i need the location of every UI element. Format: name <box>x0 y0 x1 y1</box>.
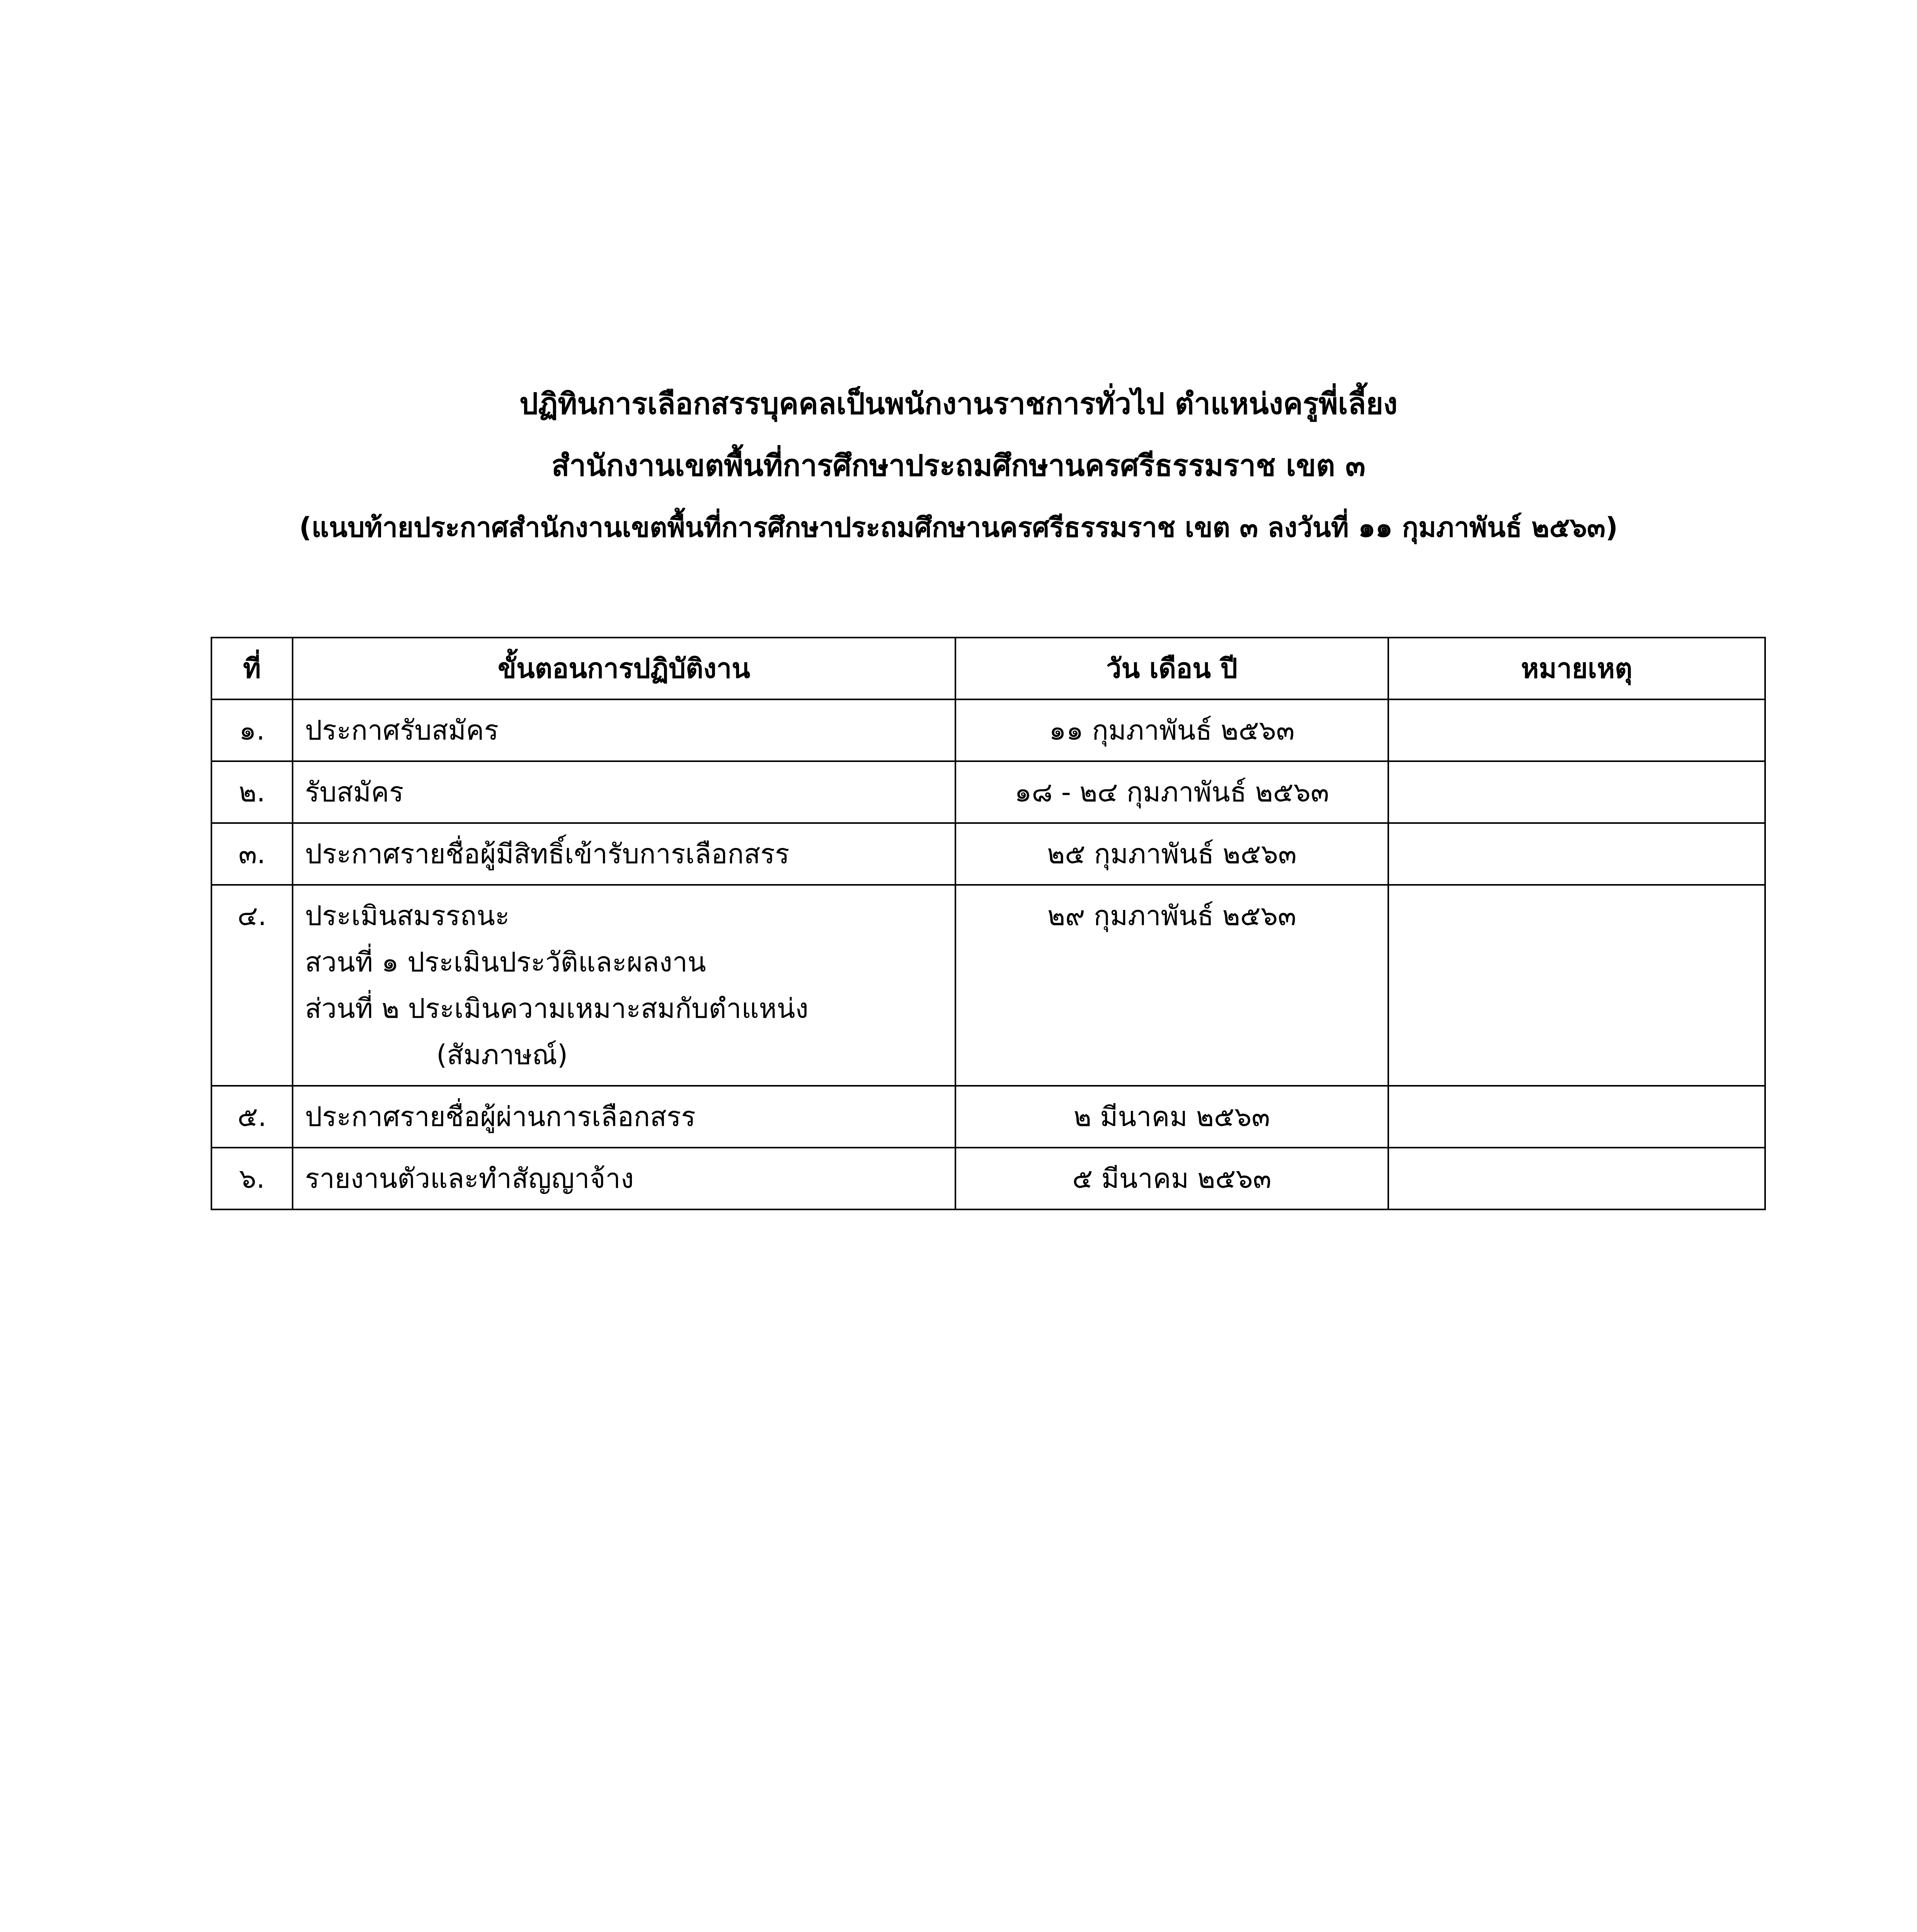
row-note <box>1388 761 1765 823</box>
row-date: ๒๙ กุมภาพันธ์ ๒๕๖๓ <box>955 885 1388 1086</box>
step-subtext: ส่วนที่ ๒ ประเมินความเหมาะสมกับตำแหน่ง <box>305 993 809 1024</box>
step-text: ประกาศรายชื่อผู้มีสิทธิ์เข้ารับการเลือกสรร <box>305 838 790 870</box>
row-date: ๒ มีนาคม ๒๕๖๓ <box>955 1086 1388 1148</box>
row-step <box>293 885 955 1086</box>
table-header-row <box>211 638 1765 699</box>
table-row <box>211 1148 1765 1209</box>
row-step <box>293 823 955 885</box>
office-name: สำนักงานเขตพื้นที่การศึกษาประถมศึกษานครศรีธรรมราช เขต ๓ <box>552 448 1365 483</box>
row-number: ๔. <box>211 885 293 1086</box>
step-text: ประเมินสมรรถนะ <box>305 900 510 932</box>
reference-line: (แนบท้ายประกาศสำนักงานเขตพื้นที่การศึกษาประถมศึกษานครศรีธรรมราช เขต ๓ ลงวันที่ ๑๑ กุมภาพันธ์ ๒๕๖๓) <box>299 512 1618 543</box>
row-number: ๓. <box>211 823 293 885</box>
row-step <box>293 1086 955 1148</box>
table-row <box>211 1086 1765 1148</box>
row-note <box>1388 1086 1765 1148</box>
table-row <box>211 823 1765 885</box>
row-note <box>1388 885 1765 1086</box>
row-number: ๒. <box>211 761 293 823</box>
step-text: รายงานตัวและทำสัญญาจ้าง <box>305 1163 634 1194</box>
header-date: วัน เดือน ปี <box>955 638 1388 699</box>
table-row <box>211 699 1765 761</box>
row-date: ๑๑ กุมภาพันธ์ ๒๕๖๓ <box>955 699 1388 761</box>
row-step <box>293 1148 955 1209</box>
schedule-table <box>211 637 1766 1210</box>
row-date: ๕ มีนาคม ๒๕๖๓ <box>955 1148 1388 1209</box>
table-row <box>211 885 1765 1086</box>
step-text: รับสมัคร <box>305 776 404 808</box>
row-date: ๑๘ - ๒๔ กุมภาพันธ์ ๒๕๖๓ <box>955 761 1388 823</box>
row-note <box>1388 1148 1765 1209</box>
row-number: ๖. <box>211 1148 293 1209</box>
row-step <box>293 761 955 823</box>
step-text: ประกาศรับสมัคร <box>305 714 499 746</box>
table-row <box>211 761 1765 823</box>
header-note: หมายเหตุ <box>1388 638 1765 699</box>
step-text: ประกาศรายชื่อผู้ผ่านการเลือกสรร <box>305 1101 696 1133</box>
step-subtext: (สัมภาษณ์) <box>436 1039 568 1071</box>
row-step <box>293 699 955 761</box>
row-number: ๑. <box>211 699 293 761</box>
header-no: ที่ <box>211 638 293 699</box>
row-number: ๕. <box>211 1086 293 1148</box>
row-date: ๒๕ กุมภาพันธ์ ๒๕๖๓ <box>955 823 1388 885</box>
step-subtext: สวนที่ ๑ ประเมินประวัติและผลงาน <box>305 946 706 978</box>
title-block <box>0 373 1917 558</box>
header-step: ขั้นตอนการปฏิบัติงาน <box>293 638 955 699</box>
row-note <box>1388 823 1765 885</box>
document-title: ปฏิทินการเลือกสรรบุคคลเป็นพนักงานราชการทั่วไป ตำแหน่งครูพี่เลี้ยง <box>519 386 1398 421</box>
row-note <box>1388 699 1765 761</box>
